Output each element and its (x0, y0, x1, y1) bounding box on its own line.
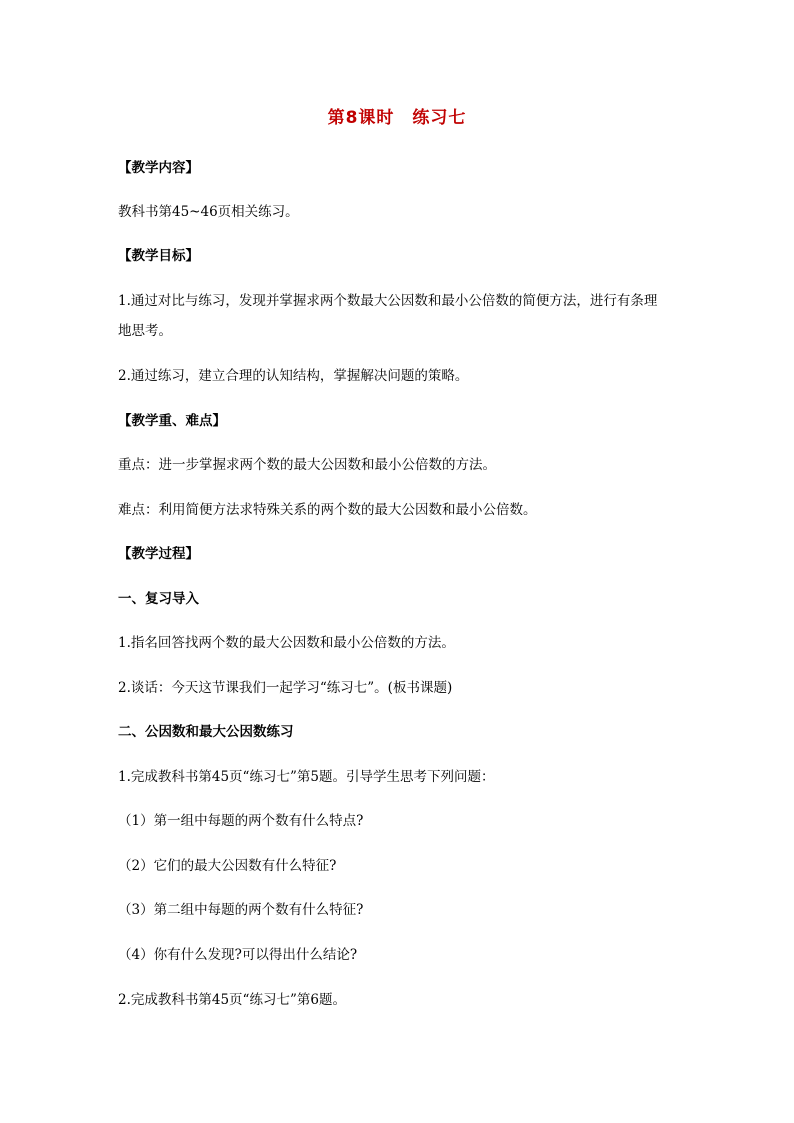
part-2-item-2: 2.完成教科书第45页“练习七”第6题。 (118, 992, 346, 1008)
goal-1-line-1: 1.通过对比与练习，发现并掌握求两个数最大公因数和最小公倍数的简便方法，进行有条理 (118, 293, 658, 309)
question-4: （4）你有什么发现?可以得出什么结论? (118, 947, 358, 963)
part-2-item-1: 1.完成教科书第45页“练习七”第5题。引导学生思考下列问题： (118, 769, 495, 785)
teaching-content-heading: 【教学内容】 (118, 160, 199, 176)
lesson-title: 第8课时 练习七 (327, 108, 467, 128)
part-1-item-1: 1.指名回答找两个数的最大公因数和最小公倍数的方法。 (118, 635, 455, 651)
question-1: （1）第一组中每题的两个数有什么特点? (118, 813, 364, 829)
teaching-process-heading: 【教学过程】 (118, 546, 199, 562)
question-3: （3）第二组中每题的两个数有什么特征? (118, 902, 364, 918)
question-2: （2）它们的最大公因数有什么特征? (118, 858, 337, 874)
key-point: 重点：进一步掌握求两个数的最大公因数和最小公倍数的方法。 (118, 457, 496, 473)
goal-2: 2.通过练习，建立合理的认知结构，掌握解决问题的策略。 (118, 368, 469, 384)
part-1-item-2: 2.谈话：今天这节课我们一起学习“练习七”。(板书课题) (118, 680, 453, 696)
part-1-heading: 一、复习导入 (118, 591, 199, 607)
part-2-heading: 二、公因数和最大公因数练习 (118, 724, 294, 740)
difficult-point: 难点：利用简便方法求特殊关系的两个数的最大公因数和最小公倍数。 (118, 502, 537, 518)
goal-1-line-2: 地思考。 (118, 323, 172, 339)
key-difficult-points-heading: 【教学重、难点】 (118, 413, 226, 429)
teaching-goals-heading: 【教学目标】 (118, 248, 199, 264)
teaching-content-text: 教科书第45~46页相关练习。 (118, 204, 299, 220)
